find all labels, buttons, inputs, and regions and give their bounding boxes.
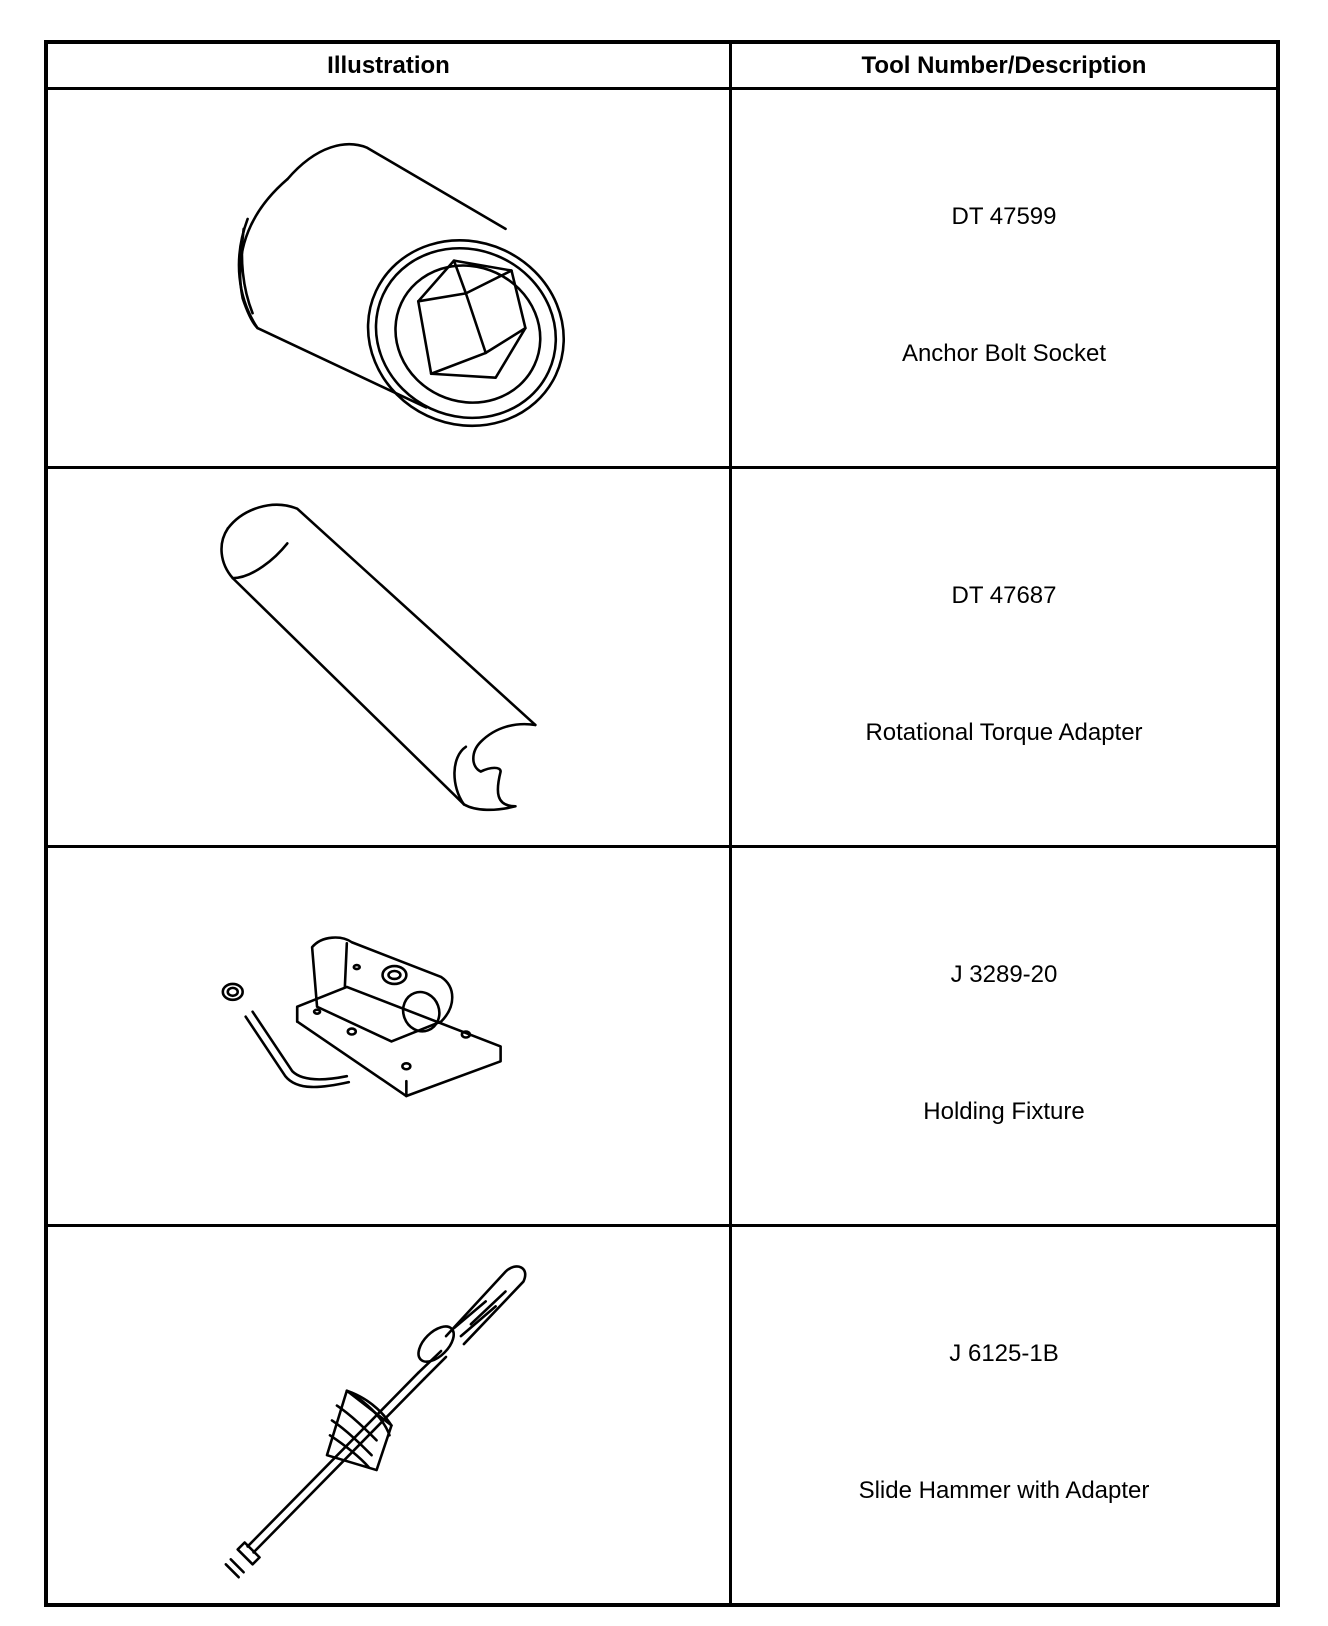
tool-description: Rotational Torque Adapter (865, 719, 1143, 746)
tool-number: J 3289-20 (950, 961, 1058, 988)
table-row (48, 466, 1276, 845)
tool-description: Anchor Bolt Socket (901, 340, 1107, 367)
tool-number: DT 47599 (951, 203, 1057, 230)
illustration-cell (48, 1227, 732, 1603)
header-illustration: Illustration (48, 44, 732, 87)
tool-description-cell (732, 848, 1276, 1224)
tool-number: DT 47687 (951, 582, 1057, 609)
header-tool-description: Tool Number/Description (861, 51, 1147, 79)
illustration-cell (48, 848, 732, 1224)
tool-number: J 6125-1B (949, 1340, 1059, 1367)
tool-description-cell (732, 1227, 1276, 1603)
illustration-cell (48, 90, 732, 466)
slide-hammer-icon (48, 1227, 729, 1603)
table-row (48, 1224, 1276, 1603)
tools-table (44, 40, 1280, 1607)
tool-description-cell (732, 469, 1276, 845)
fixture-icon (48, 848, 729, 1224)
tool-description: Holding Fixture (923, 1098, 1085, 1125)
socket-icon (48, 90, 729, 466)
illustration-cell (48, 469, 732, 845)
tool-description: Slide Hammer with Adapter (858, 1477, 1150, 1504)
tool-description-cell (732, 90, 1276, 466)
adapter-icon (48, 469, 729, 845)
table-header-row (48, 44, 1276, 87)
table-row (48, 87, 1276, 466)
table-row (48, 845, 1276, 1224)
